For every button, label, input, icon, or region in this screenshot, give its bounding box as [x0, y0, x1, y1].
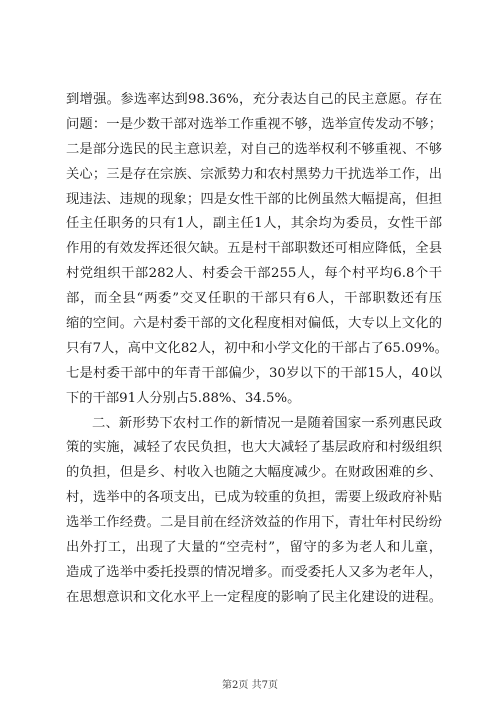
text-line: 到增强。参选率达到98.36%，充分表达自己的民主意愿。存在 — [66, 92, 442, 107]
text-line: 村，选举中的各项支出，已成为较重的负担，需要上级政府补贴 — [66, 490, 442, 506]
text-line: 二是部分选民的民主意识差，对自己的选举权利不够重视、不够 — [66, 141, 442, 157]
text-line: 部，而全县“两委”交叉任职的干部只有6人，干部职数还有压 — [66, 291, 442, 307]
text-line: 现违法、违规的现象；四是女性干部的比例虽然大幅提高，但担 — [66, 191, 442, 207]
text-line: 缩的空间。六是村委干部的文化程度相对偏低，大专以上文化的 — [66, 316, 442, 332]
text-line: 村党组织干部282人、村委会干部255人，每个村平均6.8个干 — [66, 266, 442, 282]
text-line: 二、新形势下农村工作的新情况一是随着国家一系列惠民政 — [92, 415, 442, 431]
text-line: 的负担，但是乡、村收入也随之大幅度减少。在财政困难的乡、 — [66, 465, 442, 481]
page-number-footer: 第2页 共7页 — [222, 680, 278, 691]
text-line: 策的实施，减轻了农民负担，也大大减轻了基层政府和村级组织 — [66, 440, 442, 456]
text-line: 在思想意识和文化水平上一定程度的影响了民主化建设的进程。 — [66, 589, 442, 605]
paragraph-election-problems — [66, 88, 448, 412]
paragraph-new-situation — [66, 412, 442, 611]
text-line: 造成了选举中委托投票的情况增多。而受委托人又多为老年人， — [66, 564, 442, 580]
text-line: 问题：一是少数干部对选举工作重视不够，选举宣传发动不够； — [66, 116, 442, 132]
text-line: 七是村委干部中的年青干部偏少，30岁以下的干部15人，40以 — [66, 365, 442, 381]
text-line: 任主任职务的只有1人，副主任1人，其余均为委员，女性干部 — [66, 216, 442, 232]
text-line: 选举工作经费。二是目前在经济效益的作用下，青壮年村民纷纷 — [66, 515, 442, 531]
document-body — [66, 88, 448, 611]
text-line: 出外打工，出现了大量的“空壳村”，留守的多为老人和儿童， — [66, 540, 442, 556]
text-line: 关心；三是存在宗族、宗派势力和农村黑势力干扰选举工作，出 — [66, 166, 442, 182]
text-line: 下的干部91人分别占5.88%、34.5%。 — [66, 390, 301, 406]
text-line: 只有7人，高中文化82人，初中和小学文化的干部占了65.09%。 — [66, 340, 448, 356]
text-line: 作用的有效发挥还很欠缺。五是村干部职数还可相应降低，全县 — [66, 241, 442, 257]
